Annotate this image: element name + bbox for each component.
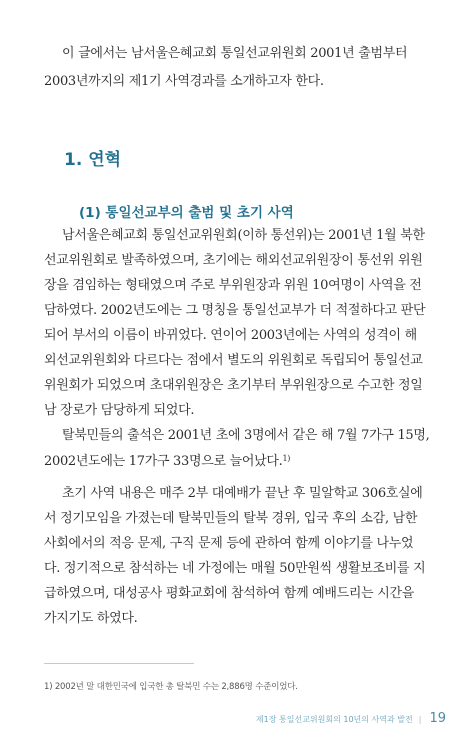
text-line: 다. 정기적으로 참석하는 네 가정에는 매월 50만원씩 생활보조비를 지 (44, 561, 426, 576)
footer-separator: | (418, 715, 422, 724)
text-line: 급하였으며, 대성공사 평화교회에 참석하여 함께 예배드리는 시간을 (44, 586, 415, 601)
running-footer (256, 711, 446, 726)
running-footer-title: 제1장 통일선교위원회의 10년의 사역과 발전 (255, 715, 413, 724)
text-span: 2002년도에는 17가구 33명으로 늘어났다. (44, 454, 283, 469)
text-line: 사회에서의 적응 문제, 구직 문제 등에 관하여 함께 이야기를 나누었 (44, 536, 414, 551)
text-line: 장을 겸임하는 형태였으며 주로 부위원장과 위원 10여명이 사역을 전 (44, 278, 422, 293)
footnote: 1) 2002년 말 대한민국에 입국한 총 탈북민 수는 2,886명 수준이었다. (44, 682, 298, 692)
section-heading: 1. 연혁 (64, 150, 122, 170)
subsection-heading: (1) 통일선교부의 출범 및 초기 사역 (79, 205, 294, 221)
text-line (44, 448, 290, 476)
text-line: 외선교위원회와 다르다는 점에서 별도의 위원회로 독립되어 통일선교 (44, 353, 423, 368)
footnote-divider (44, 663, 194, 664)
text-line: 위원회가 되었으며 초대위원장은 초기부터 부위원장으로 수고한 정일 (44, 378, 423, 393)
text-line: 담하였다. 2002년도에는 그 명칭을 통일선교부가 더 적절하다고 판단 (44, 303, 426, 318)
text-line: 탈북민들의 출석은 2001년 초에 3명에서 같은 해 7월 7가구 15명, (62, 428, 430, 443)
text-line: 초기 사역 내용은 매주 2부 대예배가 끝난 후 밀알학교 306호실에 (62, 486, 423, 501)
text-line: 서 정기모임을 가졌는데 탈북민들의 탈북 경위, 입국 후의 소감, 남한 (44, 511, 418, 526)
text-line: 선교위원회로 발족하였으며, 초기에는 해외선교위원장이 통선위 위원 (44, 253, 423, 268)
text-line: 남 장로가 담당하게 되었다. (44, 403, 195, 418)
text-line: 되어 부서의 이름이 바뀌었다. 연이어 2003년에는 사역의 성격이 해 (44, 328, 417, 343)
text-line: 2003년까지의 제1기 사역경과를 소개하고자 한다. (44, 74, 324, 89)
text-line: 가지기도 하였다. (44, 611, 138, 626)
footnote-reference[interactable]: 1) (282, 454, 291, 463)
page-number: 19 (429, 711, 446, 726)
text-line: 남서울은혜교회 통일선교위원회(이하 통선위)는 2001년 1월 북한 (62, 228, 425, 243)
text-line: 이 글에서는 남서울은혜교회 통일선교위원회 2001년 출범부터 (62, 46, 408, 61)
